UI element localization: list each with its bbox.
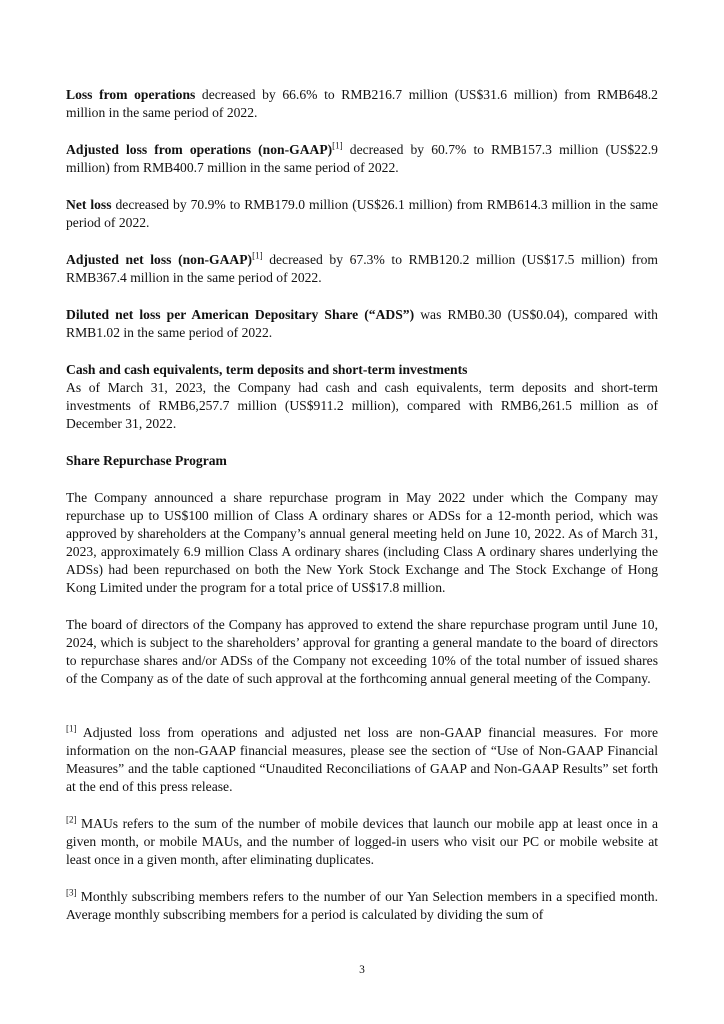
repurchase-paragraph-2: The board of directors of the Company has approved to extend the share repurchase program until June 10, 2024, which is subject to the shareholders’ approval for granting a general mandate to the board of directors to repurchase shares and/or ADSs of the Company not exceeding 10% of the total number of issued shares of the Company as of the date of such approval at the forthcoming annual general meeting of the Company. bbox=[66, 617, 658, 686]
metric-text: decreased by 70.9% to RMB179.0 million (US$26.1 million) from RMB614.3 million in the same period of 2022. bbox=[66, 197, 658, 230]
footnote-text: MAUs refers to the sum of the number of mobile devices that launch our mobile app at least once in a given month, or mobile MAUs, and the number of logged-in users who visit our PC or mobile website at least once in a given month, after eliminating duplicates. bbox=[66, 816, 658, 867]
metric-text: decreased by 60.7% to RMB157.3 million (US$22.9 million) from RMB400.7 million in the same period of 2022. bbox=[66, 142, 658, 175]
metric-text: was RMB0.30 (US$0.04), compared with RMB1.02 in the same period of 2022. bbox=[66, 307, 658, 340]
footnote-marker: [3] bbox=[66, 887, 77, 898]
metric-net-loss bbox=[66, 196, 658, 232]
page-number: 3 bbox=[359, 964, 365, 976]
metric-label: Net loss bbox=[66, 197, 112, 212]
document-page bbox=[66, 86, 658, 924]
footnote-text: Adjusted loss from operations and adjusted net loss are non-GAAP financial measures. For more information on the non-GAAP financial measures, please see the section of “Use of Non-GAAP Financial Measures” and the table captioned “Unaudited Reconciliations of GAAP and Non-GAAP Results” set forth at the end of this press release. bbox=[66, 725, 658, 794]
repurchase-heading: Share Repurchase Program bbox=[66, 453, 227, 468]
metric-diluted-net-loss-per-ads bbox=[66, 306, 658, 342]
metric-label: Diluted net loss per American Depositary Share (“ADS”) bbox=[66, 307, 415, 322]
metric-label: Adjusted loss from operations (non-GAAP) bbox=[66, 142, 333, 157]
cash-heading: Cash and cash equivalents, term deposits and short-term investments bbox=[66, 362, 468, 377]
metric-adjusted-loss-from-operations bbox=[66, 141, 658, 177]
footnote-2 bbox=[66, 815, 658, 869]
metric-label: Adjusted net loss (non-GAAP) bbox=[66, 252, 253, 267]
footnotes bbox=[66, 724, 658, 924]
cash-body: As of March 31, 2023, the Company had cash and cash equivalents, term deposits and short-term investments of RMB6,257.7 million (US$911.2 million), compared with RMB6,261.5 million as of December 31, 2022. bbox=[66, 380, 658, 431]
repurchase-paragraph-1: The Company announced a share repurchase program in May 2022 under which the Company may repurchase up to US$100 million of Class A ordinary shares or ADSs for a 12-month period, which was approved by shareholders at the Company’s annual general meeting held on June 10, 2022. As of March 31, 2023, approximately 6.9 million Class A ordinary shares (including Class A ordinary shares underlying the ADSs) had been repurchased on both the New York Stock Exchange and The Stock Exchange of Hong Kong Limited under the program for a total price of US$17.8 million. bbox=[66, 490, 658, 595]
footnote-reference: [1] bbox=[332, 140, 343, 151]
metric-adjusted-net-loss bbox=[66, 251, 658, 287]
footnote-3 bbox=[66, 888, 658, 924]
metric-loss-from-operations bbox=[66, 86, 658, 122]
cash-section bbox=[66, 361, 658, 433]
footnote-marker: [1] bbox=[66, 723, 77, 734]
metric-text: decreased by 67.3% to RMB120.2 million (US$17.5 million) from RMB367.4 million in the same period of 2022. bbox=[66, 252, 658, 285]
metric-label: Loss from operations bbox=[66, 87, 196, 102]
footnote-reference: [1] bbox=[252, 250, 263, 261]
footnote-1 bbox=[66, 724, 658, 796]
metric-text: decreased by 66.6% to RMB216.7 million (US$31.6 million) from RMB648.2 million in the same period of 2022. bbox=[66, 87, 658, 120]
footnote-text: Monthly subscribing members refers to the number of our Yan Selection members in a specified month. Average monthly subscribing members for a period is calculated by dividing the sum of bbox=[66, 889, 658, 922]
footnote-marker: [2] bbox=[66, 814, 77, 825]
